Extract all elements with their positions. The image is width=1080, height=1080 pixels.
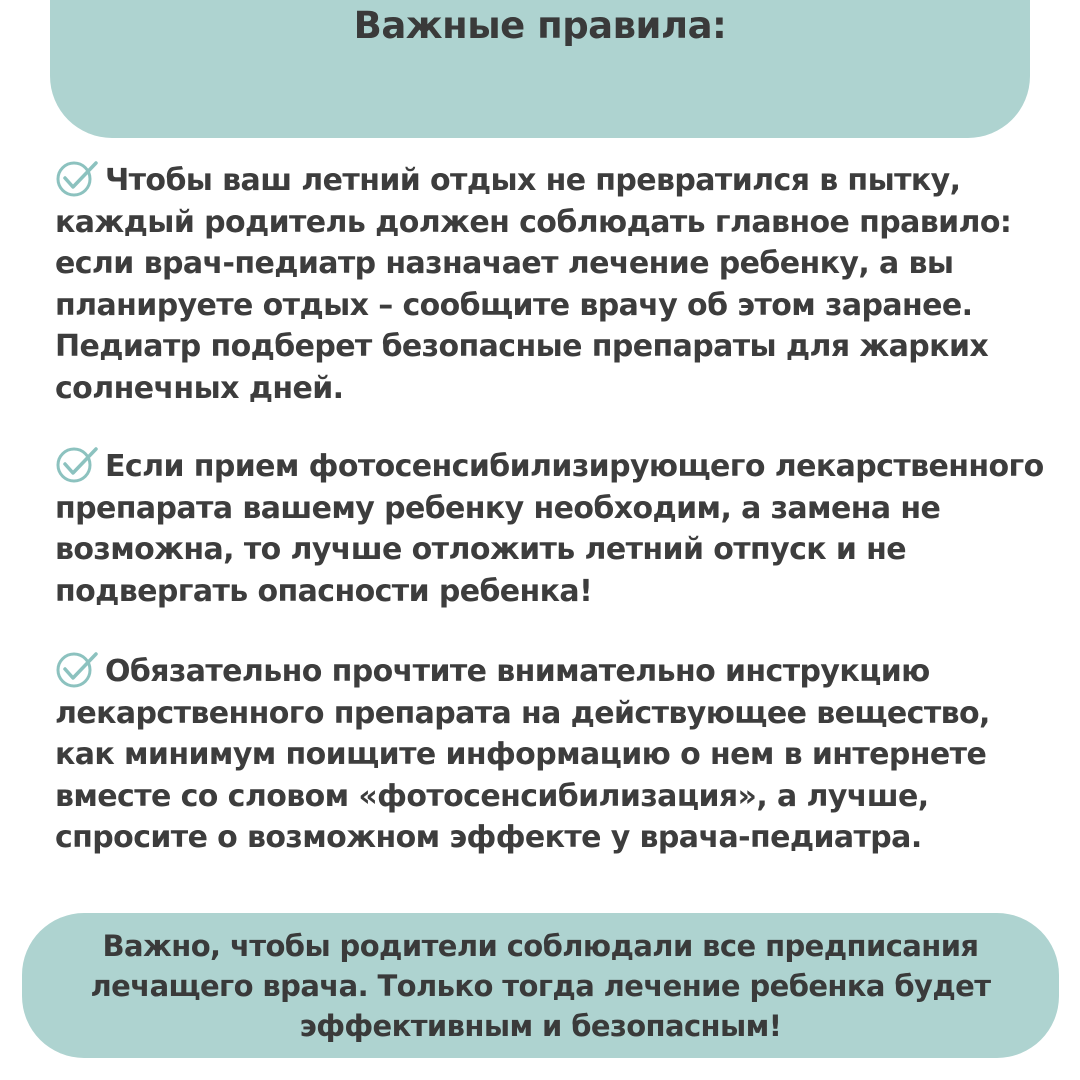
rule-item: [55, 445, 1045, 612]
check-circle-icon: [55, 650, 99, 688]
rule-text: Чтобы ваш летний отдых не превратился в пытку, каждый родитель должен соблюдать главное правило: если врач-педиатр назначает лечение ребенку, а вы планируете отдых – сообщите врачу об этом заранее. Педиатр подберет безопасные препараты для жарких солнечных дней.: [55, 163, 1012, 406]
footer-banner: [22, 913, 1059, 1058]
rule-item: [55, 650, 1045, 859]
footer-text: Важно, чтобы родители соблюдали все предписания лечащего врача. Только тогда лечение ребенка будет эффективным и безопасным!: [90, 928, 991, 1043]
page-title: Важные правила:: [353, 4, 727, 47]
rule-text: Обязательно прочтите внимательно инструкцию лекарственного препарата на действующее вещество, как минимум поищите информацию о нем в интернете вместе со словом «фотосенсибилизация», а лучше, спросите о возможном эффекте у врача-педиатра.: [55, 654, 990, 855]
header-banner: [50, 0, 1030, 138]
rule-text: Если прием фотосенсибилизирующего лекарственного препарата вашему ребенку необходим, а замена не возможна, то лучше отложить летний отпуск и не подвергать опасности ребенка!: [55, 449, 1044, 609]
check-circle-icon: [55, 159, 99, 197]
check-circle-icon: [55, 445, 99, 483]
rule-item: [55, 159, 1045, 409]
